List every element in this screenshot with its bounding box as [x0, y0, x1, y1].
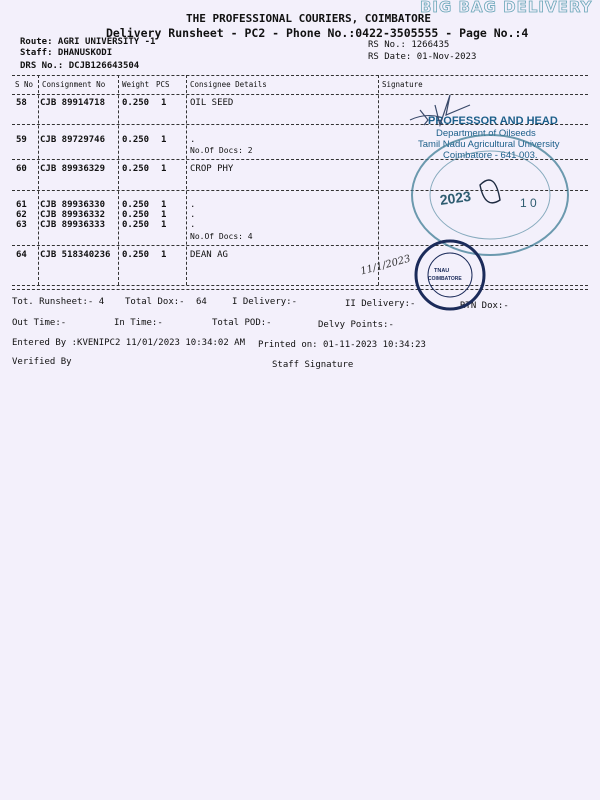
rs-date: RS Date: 01-Nov-2023	[368, 52, 477, 62]
row-pcs: 1	[161, 98, 167, 108]
row-pcs: 1	[161, 164, 167, 174]
table-top-rule	[12, 75, 588, 76]
total-dox-value: 64	[196, 297, 207, 307]
docs-count-note: No.Of Docs: 2	[190, 146, 253, 155]
handwritten-date: 11/1/2023	[359, 253, 412, 278]
col-divider	[118, 75, 119, 285]
row-weight: 0.250	[122, 250, 150, 260]
total-dox-label: Total Dox:-	[125, 297, 185, 307]
rtn-dox: RTN Dox:-	[460, 301, 509, 311]
row-sno: 61	[16, 200, 27, 210]
stamp-university: Tamil Nadu Agricultural University	[418, 139, 560, 150]
staff-text: Staff: DHANUSKODI	[20, 48, 113, 58]
route-text: Route: AGRI UNIVERSITY -1	[20, 37, 156, 47]
row-weight: 0.250	[122, 164, 150, 174]
col-header-consignee: Consignee Details	[190, 80, 267, 89]
col-divider	[378, 75, 379, 285]
col-header-consignment: Consignment No	[42, 80, 106, 89]
col-header-signature: Signature	[382, 80, 423, 89]
company-title: THE PROFESSIONAL COURIERS, COIMBATORE	[186, 12, 432, 25]
big-bag-delivery-stamp: BIG BAG DELIVERY	[420, 0, 593, 16]
row-details: .	[190, 220, 196, 230]
total-pod: Total POD:-	[212, 318, 272, 328]
out-time: Out Time:-	[12, 318, 67, 328]
row-weight: 0.250	[122, 200, 150, 210]
svg-text:1 0: 1 0	[520, 196, 537, 210]
row-details: .	[190, 200, 196, 210]
col-divider	[38, 75, 39, 285]
printed-on: Printed on: 01-11-2023 10:34:23	[258, 340, 426, 350]
row-details: .	[190, 210, 196, 220]
row-pcs: 1	[161, 250, 167, 260]
round-seal-icon	[412, 135, 568, 255]
i-delivery: I Delivery:-	[232, 297, 298, 307]
drs-number: DRS No.: DCJB126643504	[20, 61, 140, 71]
row-weight: 0.250	[122, 210, 150, 220]
row-pcs: 1	[161, 210, 167, 220]
row-weight: 0.250	[122, 98, 150, 108]
row-pcs: 1	[161, 200, 167, 210]
row-consignment: CJB 89936330	[40, 200, 106, 210]
docs-count-note: No.Of Docs: 4	[190, 232, 253, 241]
row-pcs: 1	[161, 220, 167, 230]
rs-number: RS No.: 1266435	[368, 40, 450, 50]
row-details: OIL SEED	[190, 98, 234, 108]
staff-signature: Staff Signature	[272, 360, 354, 370]
delvy-points: Delvy Points:-	[318, 320, 394, 330]
row-consignment: CJB 89936329	[40, 164, 106, 174]
stamp-professor-head: PROFESSOR AND HEAD	[428, 115, 558, 127]
row-consignment: CJB 89936333	[40, 220, 106, 230]
col-header-sno: S No	[15, 80, 34, 89]
col-header-weight: Weight	[122, 80, 150, 89]
total-runsheet: Tot. Runsheet:- 4	[12, 297, 105, 307]
college-seal-icon	[416, 241, 484, 309]
row-sno: 60	[16, 164, 27, 174]
svg-text:TNAU: TNAU	[434, 268, 450, 274]
seal-year: 2023	[438, 187, 472, 209]
stamp-department: Department of Oilseeds	[436, 128, 536, 139]
row-consignment: CJB 518340236	[40, 250, 111, 260]
entered-by: Entered By :KVENIPC2 11/01/2023 10:34:02 AM	[12, 338, 245, 348]
row-pcs: 1	[161, 135, 167, 145]
row-consignment: CJB 89936332	[40, 210, 106, 220]
row-weight: 0.250	[122, 220, 150, 230]
col-header-pcs: PCS	[156, 80, 170, 89]
signature-scribble-icon	[420, 95, 470, 125]
row-consignment: CJB 89914718	[40, 98, 106, 108]
row-consignment: CJB 89729746	[40, 135, 106, 145]
row-details: .	[190, 135, 196, 145]
row-sno: 59	[16, 135, 27, 145]
verified-by: Verified By	[12, 357, 72, 367]
row-details: DEAN AG	[190, 250, 228, 260]
stamp-city: Coimbatore - 641 003.	[443, 150, 538, 161]
row-weight: 0.250	[122, 135, 150, 145]
row-sno: 62	[16, 210, 27, 220]
row-sno: 58	[16, 98, 27, 108]
row-sno: 63	[16, 220, 27, 230]
col-divider	[186, 75, 187, 285]
runsheet-subtitle: Delivery Runsheet - PC2 - Phone No.:0422-3505555 - Page No.:4	[106, 26, 529, 40]
stamp-seal-graphics	[380, 85, 595, 315]
in-time: In Time:-	[114, 318, 163, 328]
row-sno: 64	[16, 250, 27, 260]
row-details: CROP PHY	[190, 164, 234, 174]
svg-text:COIMBATORE: COIMBATORE	[428, 276, 462, 282]
ii-delivery: II Delivery:-	[345, 299, 416, 309]
